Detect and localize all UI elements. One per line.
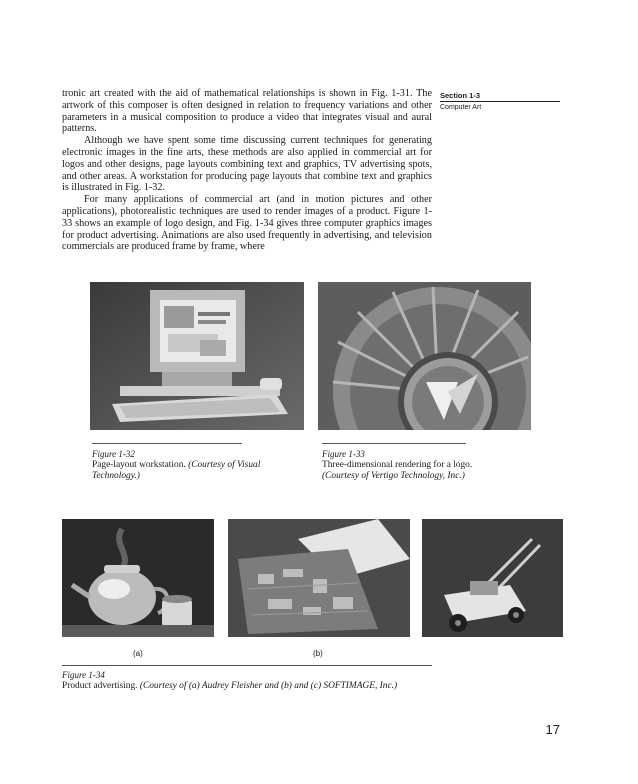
figure-1-32-credit: (Courtesy of Visual Technology.) bbox=[92, 460, 261, 481]
section-label: Section 1-3 bbox=[440, 91, 560, 102]
figure-1-32-rule bbox=[92, 443, 242, 444]
figure-1-34-label: Figure 1-34 bbox=[62, 670, 105, 680]
figure-1-34-caption bbox=[62, 670, 462, 692]
page-number: 17 bbox=[545, 722, 560, 737]
figure-1-32-text: Page-layout workstation. bbox=[92, 460, 189, 470]
figure-1-34a-photo bbox=[62, 519, 214, 637]
figure-1-34b-label: (b) bbox=[313, 649, 323, 658]
figure-1-33-caption bbox=[322, 449, 482, 482]
figure-1-34-rule bbox=[62, 665, 432, 666]
figure-1-33-text: Three-dimensional rendering for a logo. bbox=[322, 460, 473, 470]
figure-1-34a-label: (a) bbox=[133, 649, 143, 658]
paragraph-2: Although we have spent some time discussing current techniques for generating electronic images in the fine arts, these methods are also applied in commercial art for logos and other designs, page layouts combining text and graphics, TV advertising spots, and other areas. A workstation for producing page layouts that combine text and graphics is illustrated in Fig. 1-32. bbox=[62, 135, 432, 194]
figure-1-33-rule bbox=[322, 443, 466, 444]
paragraph-3: For many applications of commercial art (and in motion pictures and other applications), photorealistic techniques are used to render images of a product. Figure 1-33 shows an example of logo design, and Fig. 1-34 gives three computer graphics images for product advertising. Animations are also used frequently in advertising, and television commercials are produced frame by frame, where bbox=[62, 194, 432, 253]
figure-1-34-text: Product advertising. bbox=[62, 681, 140, 691]
paragraph-1: tronic art created with the aid of mathematical relationships is shown in Fig. 1-31. The artwork of this composer is often designed in relation to frequency variations and other parameters in a musical composition to produce a video that integrates visual and aural patterns. bbox=[62, 88, 432, 135]
section-title: Computer Art bbox=[440, 104, 482, 111]
figure-1-33-photo bbox=[318, 282, 531, 430]
figure-1-32-label: Figure 1-32 bbox=[92, 449, 135, 459]
body-text bbox=[62, 88, 432, 253]
figure-1-32-photo bbox=[90, 282, 304, 430]
figure-1-33-label: Figure 1-33 bbox=[322, 449, 365, 459]
figure-1-34c-photo bbox=[422, 519, 563, 637]
figure-1-33-credit: (Courtesy of Vertigo Technology, Inc.) bbox=[322, 471, 465, 481]
figure-1-34-credit: (Courtesy of (a) Audrey Fleisher and (b) and (c) SOFTIMAGE, Inc.) bbox=[139, 681, 398, 691]
figure-1-34b-photo bbox=[228, 519, 410, 637]
figure-1-32-caption bbox=[92, 449, 262, 482]
